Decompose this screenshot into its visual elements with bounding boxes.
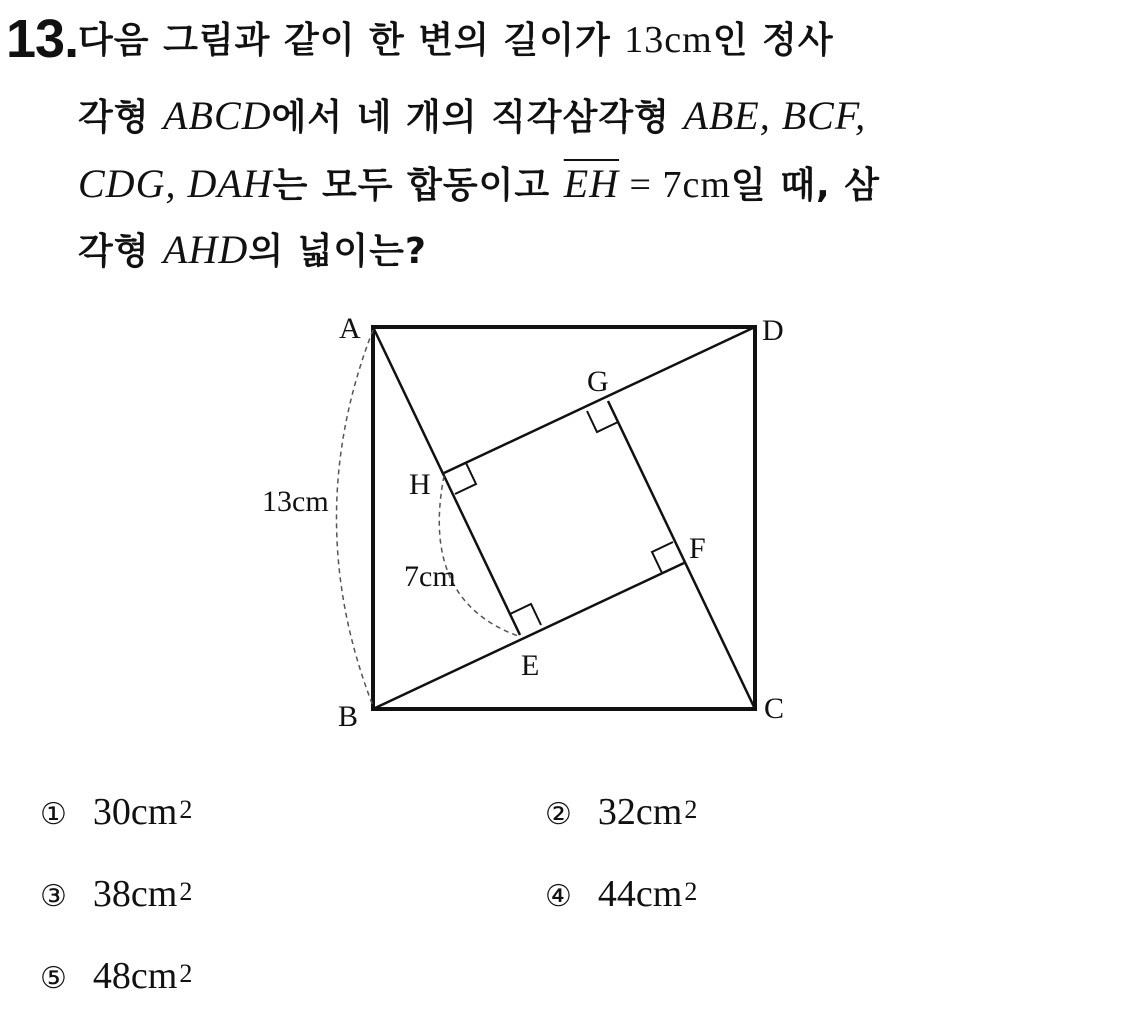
question-number: 13. [6,9,79,69]
label-d: D [762,314,784,347]
question-text: 각형 [78,97,164,138]
choice-3[interactable] [40,872,192,916]
choice-exponent: 2 [179,959,193,988]
question-text: 는 모두 합동이고 [272,165,564,206]
label-e: E [521,649,540,682]
question-text: 인 정사 [712,20,834,61]
label-g: G [587,365,609,398]
choice-mark: ③ [40,879,67,914]
triangle-names: CDG, DAH [78,161,273,206]
label-b: B [338,700,359,733]
label-h: H [409,468,431,501]
choice-mark: ① [40,797,67,832]
choice-value: 32cm [597,791,683,833]
choice-value: 44cm [597,873,683,915]
label-c: C [764,692,785,725]
triangle-name: AHD [163,227,249,272]
side-length-label: 13cm [262,485,329,518]
side-length-arc [337,330,374,706]
choice-exponent: 2 [179,877,193,906]
eh-length-label: 7cm [404,560,456,593]
label-a: A [339,312,361,345]
eh-length-value: = 7cm [619,164,731,206]
square-abcd [373,327,755,709]
choice-mark: ⑤ [40,961,67,996]
triangle-names: ABE, BCF, [683,93,867,138]
choice-4[interactable] [545,872,697,916]
question-text: 의 넓이는? [248,231,427,272]
question-text: 에서 네 개의 직각삼각형 [271,97,684,138]
choice-2[interactable] [545,790,697,834]
line-cg [608,401,755,709]
choice-1[interactable] [40,790,192,834]
question-text: 각형 [78,231,164,272]
choice-5[interactable] [40,954,192,998]
eh-length-arc [439,476,518,636]
label-f: F [689,532,706,565]
choice-value: 48cm [92,955,178,997]
segment-eh: $\overline{EH}$ [563,161,620,206]
choice-value: 30cm [92,791,178,833]
question-text: 일 때, 삼 [730,165,880,206]
choice-mark: ④ [545,879,572,914]
choice-exponent: 2 [684,877,698,906]
line-dh [444,327,755,473]
question-text: 다음 그림과 같이 한 변의 길이가 [78,20,625,61]
guide [373,327,755,709]
square-name: ABCD [163,93,272,138]
choice-mark: ② [545,797,572,832]
choice-exponent: 2 [684,795,698,824]
side-length-value: 13cm [624,19,713,61]
choice-exponent: 2 [179,795,193,824]
choice-value: 38cm [92,873,178,915]
